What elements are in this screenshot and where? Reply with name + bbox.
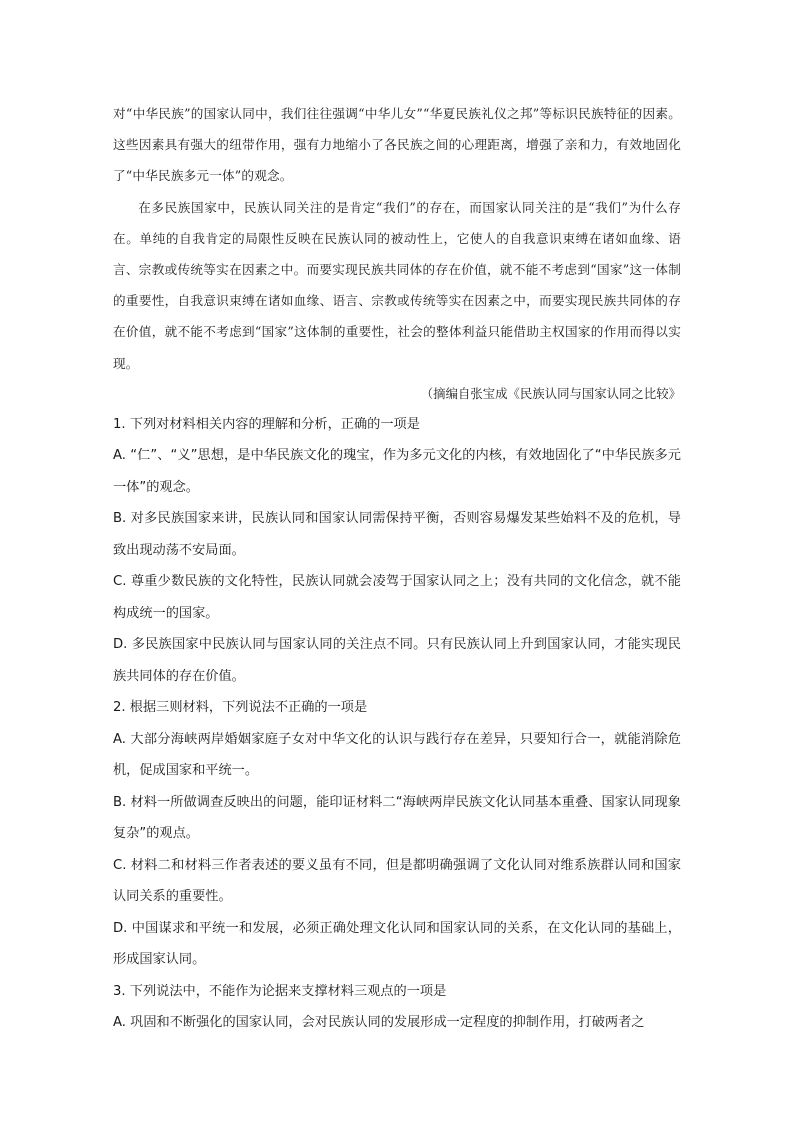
question-stem: 1. 下列对材料相关内容的理解和分析，正确的一项是	[113, 416, 420, 432]
option-c: C. 尊重少数民族的文化特性，民族认同就会凌驾于国家认同之上；没有共同的文化信念，就不能构成统一的国家。	[113, 574, 681, 621]
question-3	[113, 976, 681, 1039]
passage-paragraph-2: 在多民族国家中，民族认同关注的是肯定“我们”的存在，而国家认同关注的是“我们”为什么存在。单纯的自我肯定的局限性反映在民族认同的被动性上，它使人的自我意识束缚在诸如血缘、语言、宗教或传统等实在因素之中。而要实现民族共同体的存在价值，就不能不考虑到“国家”这一体制的重要性，自我意识束缚在诸如血缘、语言、宗教或传统等实在因素之中，而要实现民族共同体的存在价值，就不能不考虑到“国家”这体制的重要性，社会的整体利益只能借助主权国家的作用而得以实现。	[113, 199, 681, 371]
option-d: D. 中国谋求和平统一和发展，必须正确处理文化认同和国家认同的关系，在文化认同的基础上，形成国家认同。	[113, 920, 681, 968]
option-c: C. 材料二和材料三作者表述的要义虽有不同，但是都明确强调了文化认同对维系族群认同和国家认同关系的重要性。	[113, 857, 681, 905]
option-a: A. 巩固和不断强化的国家认同，会对民族认同的发展形成一定程度的抑制作用，打破两者之	[113, 1015, 645, 1031]
option-a: A. 大部分海峡两岸婚姻家庭子女对中华文化的认识与践行存在差异，只要知行合一，就能消除危机，促成国家和平统一。	[113, 731, 681, 779]
option-b: B. 材料一所做调查反映出的问题，能印证材料二“海峡两岸民族文化认同基本重叠、国家认同现象复杂”的观点。	[113, 794, 681, 842]
question-1	[113, 409, 681, 693]
question-stem: 3. 下列说法中，不能作为论据来支撑材料三观点的一项是	[113, 983, 447, 999]
passage-paragraph-1: 对“中华民族”的国家认同中，我们往往强调“中华儿女”“华夏民族礼仪之邦”等标识民族特征的因素。这些因素具有强大的纽带作用，强有力地缩小了各民族之间的心理距离，增强了亲和力，有效地固化了“中华民族多元一体”的观念。	[113, 106, 681, 184]
option-d: D. 多民族国家中民族认同与国家认同的关注点不同。只有民族认同上升到国家认同，才能实现民族共同体的存在价值。	[113, 637, 681, 684]
page-content	[113, 98, 681, 1039]
question-2	[113, 692, 681, 976]
question-stem: 2. 根据三则材料，下列说法不正确的一项是	[113, 700, 368, 716]
option-a: A. “仁”、“义”思想，是中华民族文化的瑰宝，作为多元文化的内核，有效地固化了“中华民族多元一体”的观念。	[113, 448, 681, 495]
option-b: B. 对多民族国家来讲，民族认同和国家认同需保持平衡，否则容易爆发某些始料不及的危机，导致出现动荡不安局面。	[113, 511, 681, 558]
passage-citation: （摘编自张宝成《民族认同与国家认同之比较》	[420, 385, 681, 401]
